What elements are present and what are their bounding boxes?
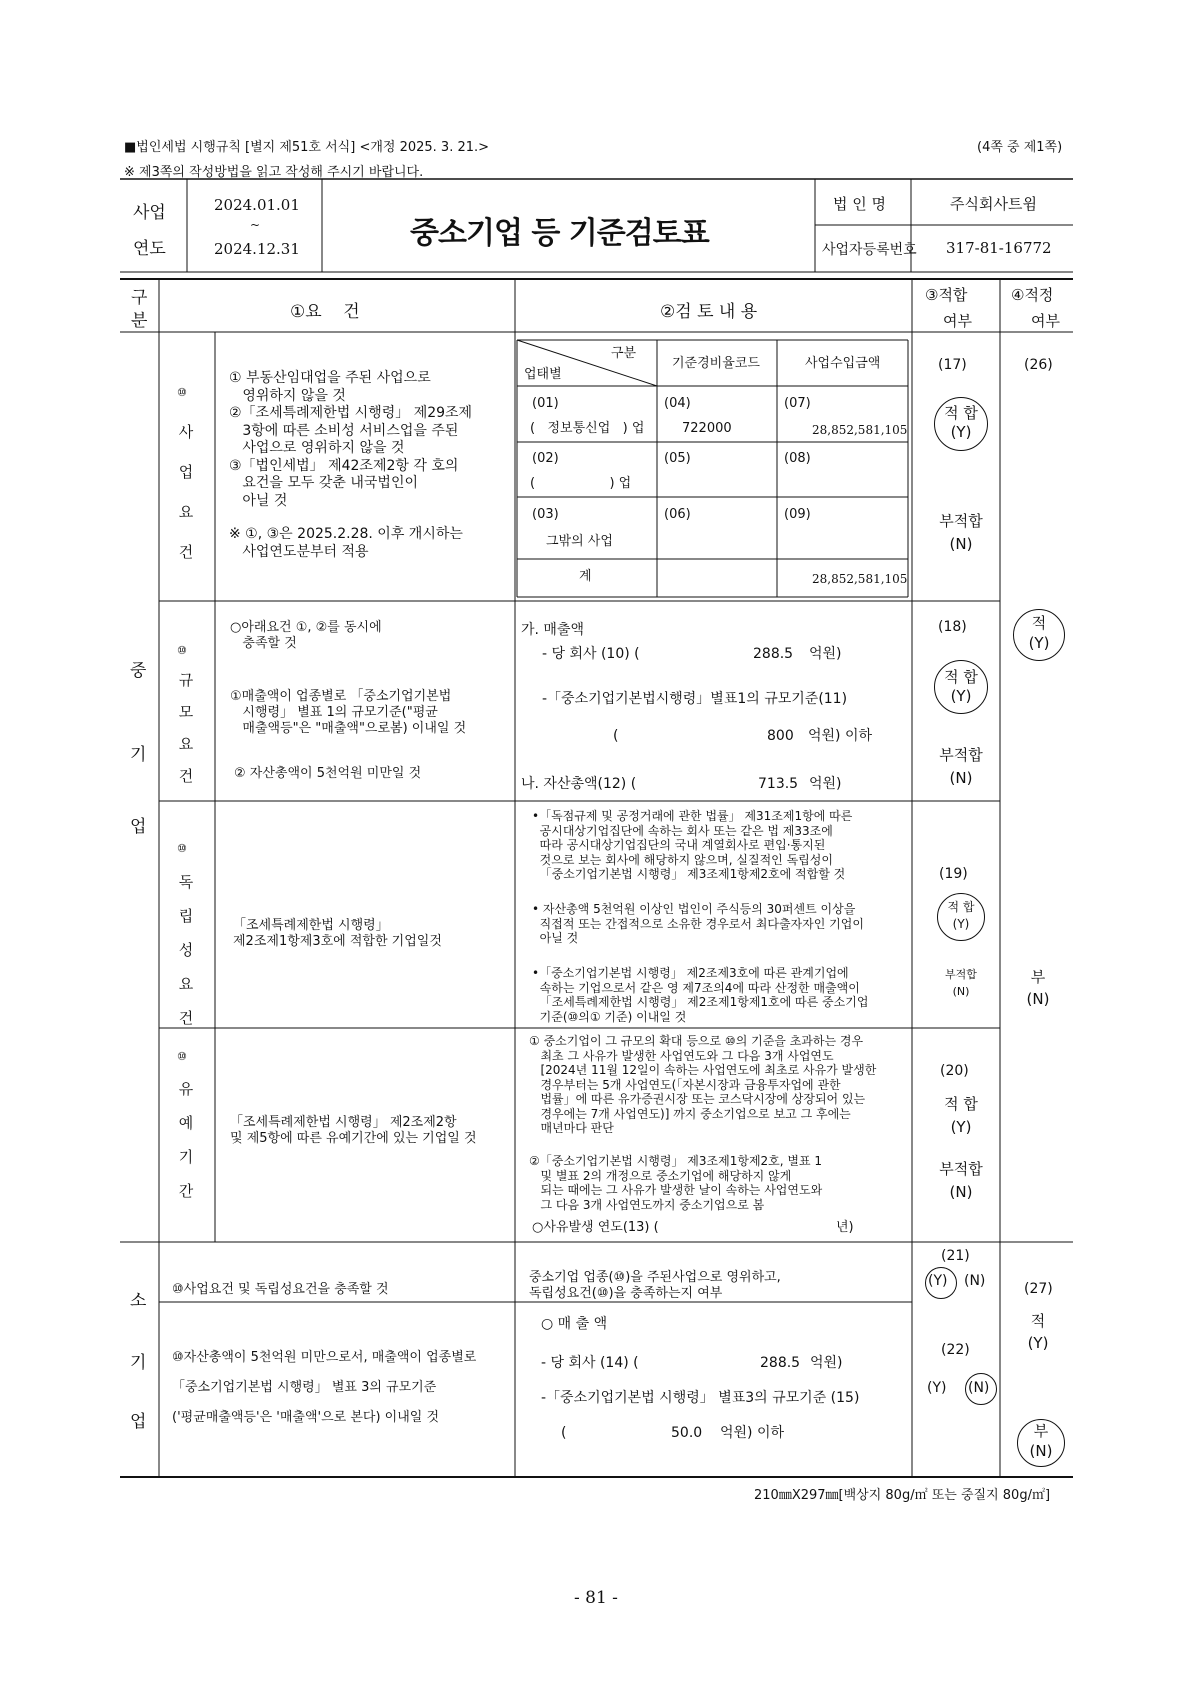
r106-rev-3-unit: 억원) 이하	[720, 1425, 785, 1441]
r102-rev-a3-unit: 억원) 이하	[808, 728, 873, 744]
year-label-1: 사업	[133, 203, 166, 223]
r106-rev-1-label: - 당 회사 (14) (	[541, 1355, 639, 1371]
r104-req: 「조세특례제한법 시행령」 제2조제2항 및 제5항에 따른 유예기간에 있는 기업일 것	[230, 1115, 477, 1146]
paper-spec: 210㎜X297㎜[백상지 80g/㎡ 또는 중질지 80g/㎡]	[754, 1488, 1051, 1503]
inner-head-biz: 업태별	[524, 367, 562, 382]
r105-req: ⑩사업요건 및 독립성요건을 충족할 것	[172, 1282, 389, 1297]
period-start: 2024.01.01	[214, 196, 300, 214]
r106-rev-2: -「중소기업기본법 시행령」 별표3의 규모기준 (15)	[541, 1390, 860, 1406]
inner-head-amount: 사업수입금액	[805, 356, 881, 371]
col-proper-2: 여부	[1031, 312, 1060, 330]
r106-rev-3-open: (	[561, 1425, 567, 1441]
r101-fit-no: (17)	[938, 357, 967, 373]
r102-rev-b-label: 나. 자산총액(12) (	[521, 776, 637, 792]
cell-08: (08)	[784, 451, 811, 466]
r105-fit-n: (N)	[964, 1273, 986, 1289]
col-gubun-2: 분	[131, 311, 148, 331]
col-fit-1: ③적합	[925, 286, 968, 304]
total-label: 계	[579, 569, 592, 584]
r104-rev-3-unit: 년)	[836, 1220, 854, 1235]
r101-note: ※ ①, ③은 2025.2.28. 이후 개시하는 사업연도분부터 적용	[229, 526, 463, 560]
r106-fit-no: (22)	[941, 1342, 970, 1358]
r103-proper-no: 부 (N)	[1026, 968, 1050, 1008]
r102-proper-yes: 적 (Y)	[1028, 614, 1050, 652]
r106-rev-head: ○ 매 출 액	[541, 1316, 608, 1332]
cell-07: (07)	[784, 396, 811, 411]
r104-rev-1: ① 중소기업이 그 규모의 확대 등으로 ⑩의 기준을 초과하는 경우 최초 그 사유가 발생한 사업연도와 그 다음 3개 사업연도 [2024년 11월 12일이 속하는 사업연도에 최초로 사유가 발생한 경우부터는 5개 사업연도(「자본시장과 금융투자업에 관한 법률」에 따른 유가증권시장 또는 코스닥시장에 상장되어 있는 경우에는 7개 사업연도)] 까지 중소기업으로 보고 그 후에는 매년마다 판단	[529, 1034, 877, 1135]
r102-req-intro: ○아래요건 ①, ②를 동시에 충족할 것	[230, 620, 382, 651]
corp-name-label: 법 인 명	[833, 195, 887, 213]
page-number: - 81 -	[574, 1588, 618, 1608]
r103-fit-no: (19)	[939, 866, 968, 882]
r103-bullet-1: •「독점규제 및 공정거래에 관한 법률」 제31조제1항에 따른 공시대상기업집단에 속하는 회사 또는 같은 법 제33조에 따라 공시대상기업집단의 국내 계열회사로 편입·통지된 것으로 보는 회사에 해당하지 않으며, 실질적인 독립성이 「중소기업기본법 시행령」 제3조제1항제2호에 적합할 것	[532, 809, 853, 881]
page-info: (4쪽 중 제1쪽)	[977, 140, 1063, 155]
r102-rev-a3-open: (	[613, 728, 619, 744]
section-sme-1: 중	[130, 661, 147, 681]
r103-bullet-2: • 자산총액 5천억원 이상인 법인이 주식등의 30퍼센트 이상을 직접적 또는 간접적으로 소유한 경우로서 최다출자자인 기업이 아닐 것	[532, 902, 864, 945]
cell-04: (04)	[664, 396, 691, 411]
r105-rev: 중소기업 업종(⑩)을 주된사업으로 영위하고, 독립성요건(⑩)을 충족하는지 여부	[529, 1270, 781, 1301]
col-proper-1: ④적정	[1011, 286, 1054, 304]
inner-head-code: 기준경비율코드	[672, 356, 760, 371]
r104-label: 유 예 기 간	[178, 1080, 194, 1200]
r105-proper-yes: 적 (Y)	[1027, 1312, 1049, 1352]
corp-name: 주식회사트윔	[950, 195, 1037, 213]
r101-label: 사 업 요 건	[178, 423, 194, 561]
r106-fit-n: (N)	[968, 1380, 990, 1396]
section-small-2: 기	[130, 1353, 147, 1373]
cell-07-amount: 28,852,581,105	[812, 423, 908, 437]
r102-fit-yes: 적 합 (Y)	[944, 668, 978, 705]
r103-num: ⑩	[177, 842, 187, 855]
cell-03-name: 그밖의 사업	[546, 534, 613, 549]
r104-fit-no: (20)	[940, 1063, 969, 1079]
cell-02-name: ( ) 업	[530, 476, 632, 491]
r102-rev-a1-value: 288.5	[753, 646, 794, 662]
biz-no-label: 사업자등록번호	[822, 242, 917, 258]
r102-rev-a1-label: - 당 회사 (10) (	[542, 646, 640, 662]
r103-fit-yes: 적 합 (Y)	[947, 900, 975, 931]
r101-proper-no: (26)	[1024, 357, 1053, 373]
r101-fit-yes: 적 합 (Y)	[944, 404, 978, 441]
inner-head-gubun: 구분	[611, 346, 637, 361]
period-end: 2024.12.31	[214, 240, 300, 258]
r102-label: 규 모 요 건	[178, 671, 194, 785]
r102-rev-a: 가. 매출액	[521, 622, 584, 638]
r104-num: ⑩	[177, 1050, 187, 1063]
r102-rev-a2: -「중소기업기본법시행령」별표1의 규모기준(11)	[542, 691, 848, 707]
col-gubun-1: 구	[131, 288, 148, 308]
r101-fit-no-label: 부적합 (N)	[939, 512, 983, 553]
cell-06: (06)	[664, 507, 691, 522]
r102-rev-b-value: 713.5	[758, 776, 799, 792]
r103-label: 독 립 성 요 건	[178, 873, 194, 1027]
r101-requirements: ① 부동산임대업을 주된 사업으로 영위하지 않을 것 ②「조세특례제한법 시행령」 제29조제 3항에 따른 소비성 서비스업을 주된 사업으로 영위하지 않을 것 ③「법인세법」 제42조제2항 각 호의 요건을 모두 갖춘 내국법인이 아닐 것	[229, 370, 473, 509]
section-small-3: 업	[130, 1412, 147, 1432]
r103-req: 「조세특례제한법 시행령」 제2조제1항제3호에 적합한 기업일것	[233, 918, 442, 949]
instruction-note: ※ 제3쪽의 작성방법을 읽고 작성해 주시기 바랍니다.	[124, 165, 424, 180]
r106-rev-1-value: 288.5	[760, 1355, 801, 1371]
r104-rev-3-label: ○사유발생 연도(13) (	[532, 1220, 659, 1235]
cell-03: (03)	[532, 507, 559, 522]
r102-rev-a1-unit: 억원)	[809, 646, 842, 662]
cell-04-code: 722000	[682, 421, 732, 436]
r105-fit-y: (Y)	[928, 1273, 948, 1289]
r104-rev-2: ②「중소기업기본법 시행령」 제3조제1항제2호, 별표 1 및 별표 2의 개정으로 중소기업에 해당하지 않게 되는 때에는 그 사유가 발생한 날이 속하는 사업연도와 그 다음 3개 사업연도까지 중소기업으로 봄	[529, 1154, 823, 1212]
r105-proper-no: (27)	[1024, 1281, 1053, 1297]
r106-proper-no: 부 (N)	[1029, 1422, 1053, 1460]
cell-02: (02)	[532, 451, 559, 466]
col-requirement: ①요 건	[290, 302, 360, 322]
cell-01-name: ( 정보통신업 ) 업	[530, 421, 645, 436]
r104-fit-no-label: 부적합 (N)	[939, 1160, 983, 1201]
r102-num: ⑩	[177, 644, 187, 657]
r102-req-2: ② 자산총액이 5천억원 미만일 것	[234, 766, 422, 781]
form-reference: ■법인세법 시행규칙 [별지 제51호 서식] <개정 2025. 3. 21.>	[124, 140, 490, 155]
r103-bullet-3: •「중소기업기본법 시행령」 제2조제3호에 따른 관계기업에 속하는 기업으로서 같은 영 제7조의4에 따라 산정한 매출액이 「조세특례제한법 시행령」 제2조제1항제1호에 따른 중소기업 기준(⑩의① 기준) 이내일 것	[532, 966, 869, 1024]
section-sme-2: 기	[130, 745, 147, 765]
r106-rev-1-unit: 억원)	[810, 1355, 843, 1371]
period-tilde: ~	[250, 218, 261, 232]
cell-05: (05)	[664, 451, 691, 466]
col-review: ②검 토 내 용	[660, 302, 758, 322]
r106-fit-y: (Y)	[927, 1380, 947, 1396]
r102-rev-b-unit: 억원)	[809, 776, 842, 792]
r106-req: ⑩자산총액이 5천억원 미만으로서, 매출액이 업종별로 「중소기업기본법 시행령」 별표 3의 규모기준 ('평균매출액등'은 '매출액'으로 본다) 이내일 것	[172, 1350, 477, 1425]
r106-rev-3-value: 50.0	[671, 1425, 703, 1441]
r105-fit-no: (21)	[941, 1248, 970, 1264]
r103-fit-no-label: 부적합 (N)	[945, 968, 977, 998]
biz-no: 317-81-16772	[946, 239, 1052, 257]
cell-09: (09)	[784, 507, 811, 522]
page-title: 중소기업 등 기준검토표	[410, 216, 709, 251]
year-label-2: 연도	[133, 239, 166, 259]
section-sme-3: 업	[130, 817, 147, 837]
r102-fit-no-label: 부적합 (N)	[939, 746, 983, 787]
col-fit-2: 여부	[943, 312, 972, 330]
r104-fit-yes: 적 합 (Y)	[944, 1095, 978, 1136]
r102-fit-no: (18)	[938, 619, 967, 635]
r102-req-1: ①매출액이 업종별로 「중소기업기본법 시행령」 별표 1의 규모기준("평균 매출액등"은 "매출액"으로봄) 이내일 것	[230, 689, 467, 736]
r102-rev-a3-value: 800	[767, 728, 794, 744]
r101-num: ⑩	[177, 386, 187, 399]
cell-01: (01)	[532, 396, 559, 411]
section-small-1: 소	[130, 1291, 147, 1311]
total-amount: 28,852,581,105	[812, 572, 908, 586]
